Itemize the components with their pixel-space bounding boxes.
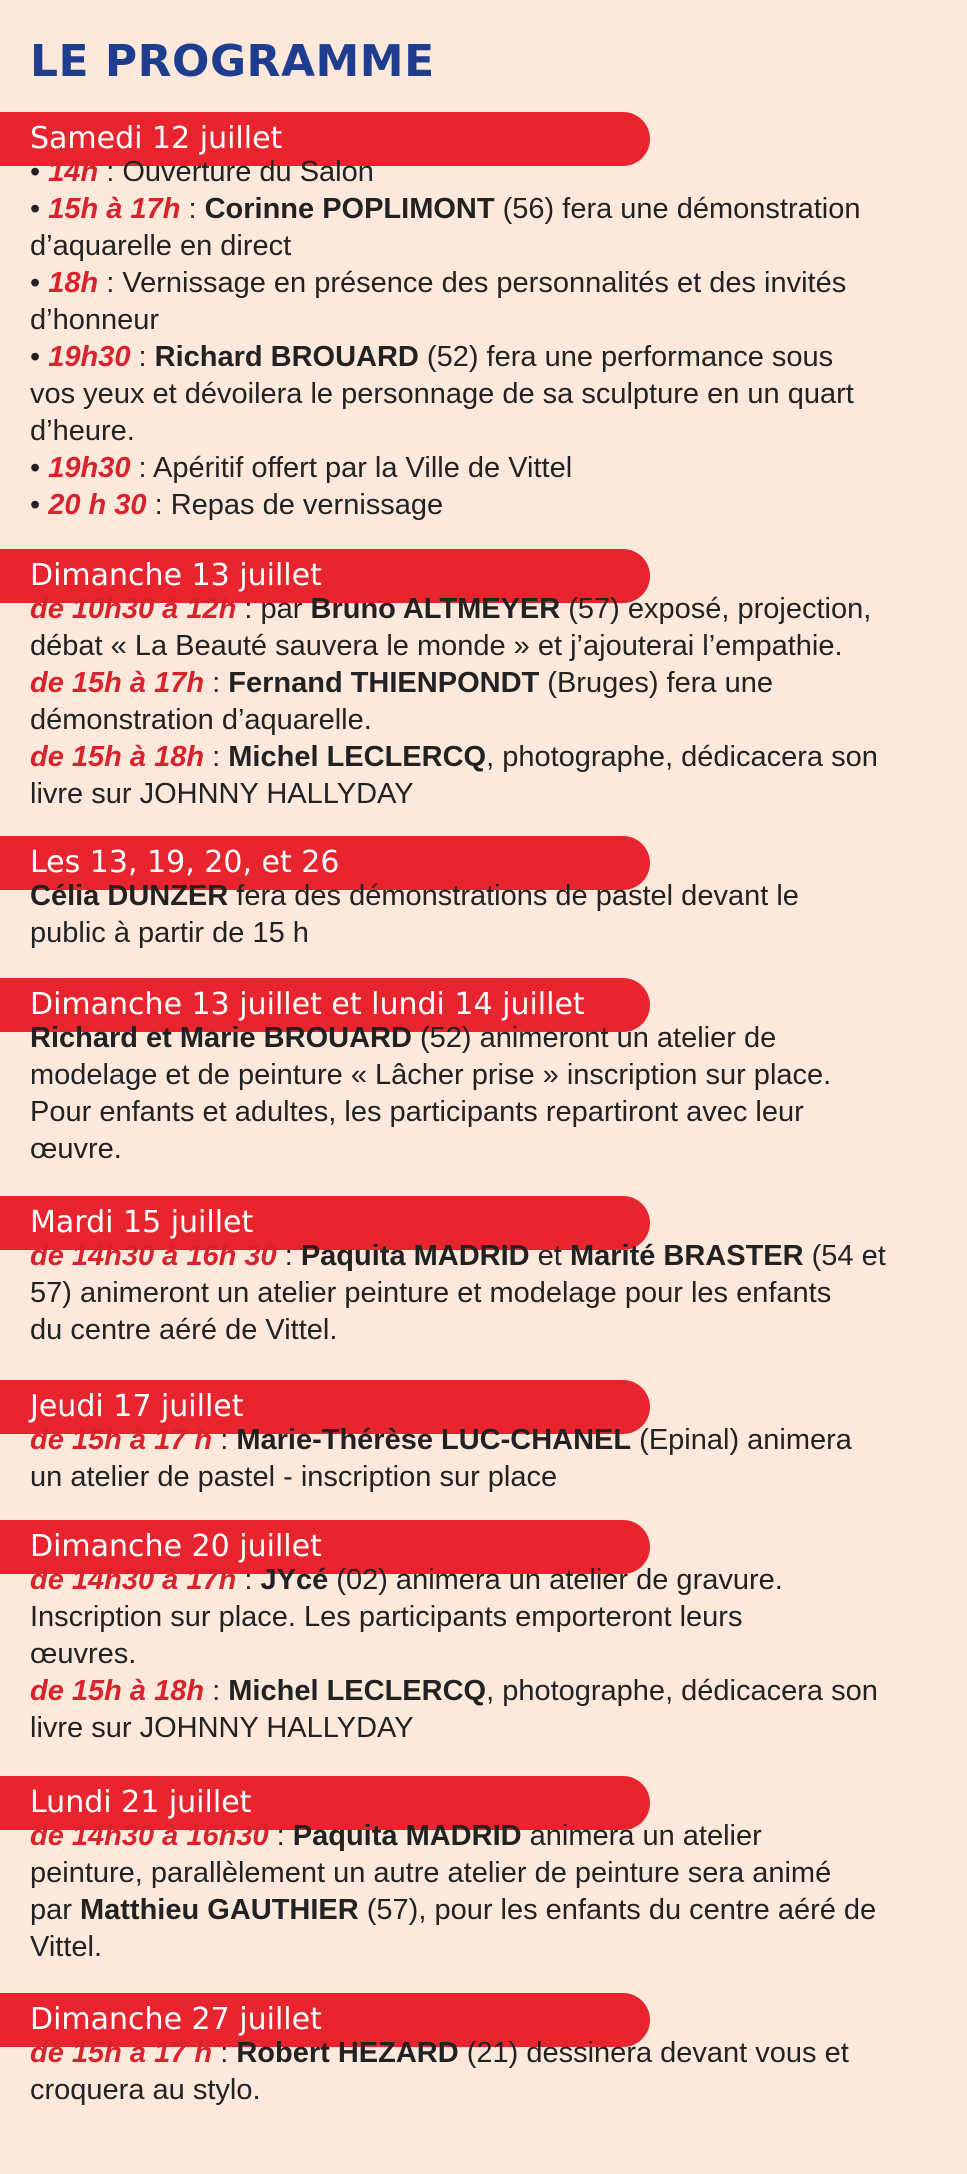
text-segment: : (204, 741, 229, 773)
text-segment: public à partir de 15 h (30, 917, 309, 949)
text-segment: fera des démonstrations de pastel devant le (228, 880, 799, 912)
time-label: de 10h30 à 12h (30, 593, 237, 625)
text-segment: : (212, 2037, 237, 2069)
program-line (30, 1710, 950, 1747)
time-label: 19h30 (48, 452, 131, 484)
program-line (30, 228, 950, 265)
text-segment: livre sur JOHNNY HALLYDAY (30, 1712, 414, 1744)
section-heading: Lundi 21 juillet (0, 1776, 650, 1830)
time-label: 20 h 30 (48, 489, 147, 521)
text-segment: Inscription sur place. Les participants emporteront leurs (30, 1601, 743, 1633)
text-segment: livre sur JOHNNY HALLYDAY (30, 778, 414, 810)
text-segment: : (204, 667, 229, 699)
text-segment: Vittel. (30, 1931, 103, 1963)
text-segment: modelage et de peinture « Lâcher prise » inscription sur place. (30, 1059, 832, 1091)
program-line (30, 1057, 950, 1094)
section-heading: Dimanche 27 juillet (0, 1993, 650, 2047)
text-segment: • (30, 267, 49, 299)
program-line (30, 450, 950, 487)
section-body (30, 591, 950, 813)
text-segment: : (268, 1820, 293, 1852)
section-heading: Samedi 12 juillet (0, 112, 650, 166)
program-line (30, 1673, 950, 1710)
section-body (30, 1422, 950, 1496)
program-line (30, 2035, 950, 2072)
program-line (30, 1422, 950, 1459)
section-heading: Dimanche 13 juillet (0, 549, 650, 603)
name-label: Corinne POPLIMONT (204, 193, 495, 225)
text-segment: (Bruges) fera une (539, 667, 773, 699)
text-segment: : (204, 1675, 229, 1707)
section-heading: Dimanche 20 juillet (0, 1520, 650, 1574)
text-segment: d’heure. (30, 415, 135, 447)
section-heading: Mardi 15 juillet (0, 1196, 650, 1250)
text-segment: : par (236, 593, 311, 625)
program-line (30, 702, 950, 739)
text-segment: : Apéritif offert par la Ville de Vittel (130, 452, 573, 484)
time-label: de 14h30 à 17h (30, 1564, 237, 1596)
program-line (30, 1599, 950, 1636)
name-label: Marité BRASTER (569, 1240, 804, 1272)
text-segment: du centre aéré de Vittel. (30, 1314, 338, 1346)
section-body (30, 1562, 950, 1747)
text-segment: un atelier de pastel - inscription sur place (30, 1461, 558, 1493)
program-line (30, 487, 950, 524)
name-label: Bruno ALTMEYER (310, 593, 561, 625)
time-label: de 14h30 à 16h 30 (30, 1240, 277, 1272)
program-line (30, 878, 950, 915)
time-label: de 15h à 17 h (30, 1424, 213, 1456)
name-label: Paquita MADRID (300, 1240, 530, 1272)
text-segment: (21) dessinera devant vous et (458, 2037, 849, 2069)
time-label: 19h30 (48, 341, 131, 373)
program-line (30, 1892, 950, 1929)
program-line (30, 154, 950, 191)
text-segment: • (30, 341, 49, 373)
text-segment: croquera au stylo. (30, 2074, 261, 2106)
section-body (30, 1238, 950, 1349)
text-segment: : (180, 193, 205, 225)
text-segment: par (30, 1894, 80, 1926)
program-line (30, 265, 950, 302)
text-segment: : Vernissage en présence des personnalités et des invités (98, 267, 847, 299)
text-segment: d’honneur (30, 304, 159, 336)
text-segment: (02) animera un atelier de gravure. (328, 1564, 783, 1596)
text-segment: et (529, 1240, 570, 1272)
time-label: de 15h à 18h (30, 741, 205, 773)
program-line (30, 191, 950, 228)
text-segment: : Repas de vernissage (146, 489, 444, 521)
program-line (30, 591, 950, 628)
section-body (30, 878, 950, 952)
program-line (30, 413, 950, 450)
program-line (30, 665, 950, 702)
name-label: JYcé (260, 1564, 329, 1596)
program-line (30, 1275, 950, 1312)
program-line (30, 776, 950, 813)
text-segment: : (212, 1424, 237, 1456)
text-segment: • (30, 193, 49, 225)
program-line (30, 739, 950, 776)
text-segment: (Epinal) animera (631, 1424, 852, 1456)
text-segment: , photographe, dédicacera son (486, 741, 878, 773)
text-segment: œuvres. (30, 1638, 137, 1670)
program-line (30, 915, 950, 952)
section-heading: Les 13, 19, 20, et 26 (0, 836, 650, 890)
name-label: Michel LECLERCQ (228, 1675, 487, 1707)
text-segment: (57) exposé, projection, (560, 593, 872, 625)
section-body (30, 154, 950, 524)
text-segment: Pour enfants et adultes, les participants repartiront avec leur (30, 1096, 804, 1128)
program-line (30, 1312, 950, 1349)
text-segment: débat « La Beauté sauvera le monde » et j’ajouterai l’empathie. (30, 630, 843, 662)
page-title: LE PROGRAMME (30, 36, 435, 87)
time-label: de 14h30 à 16h30 (30, 1820, 269, 1852)
text-segment: (52) animeront un atelier de (411, 1022, 777, 1054)
section-heading: Dimanche 13 juillet et lundi 14 juillet (0, 978, 650, 1032)
name-label: Michel LECLERCQ (228, 741, 487, 773)
program-line (30, 1562, 950, 1599)
program-line (30, 1929, 950, 1966)
text-segment: peinture, parallèlement un autre atelier de peinture sera animé (30, 1857, 832, 1889)
section-body (30, 2035, 950, 2109)
text-segment: démonstration d’aquarelle. (30, 704, 372, 736)
time-label: de 15h à 17 h (30, 2037, 213, 2069)
name-label: Célia DUNZER (30, 880, 229, 912)
name-label: Paquita MADRID (292, 1820, 522, 1852)
program-line (30, 1094, 950, 1131)
text-segment: • (30, 156, 49, 188)
text-segment: animera un atelier (521, 1820, 762, 1852)
section-heading: Jeudi 17 juillet (0, 1380, 650, 1434)
name-label: Marie-Thérèse LUC-CHANEL (236, 1424, 632, 1456)
program-line (30, 1459, 950, 1496)
name-label: Richard BROUARD (154, 341, 419, 373)
name-label: Robert HEZARD (236, 2037, 459, 2069)
text-segment: : (276, 1240, 301, 1272)
program-line (30, 1131, 950, 1168)
time-label: 14h (48, 156, 99, 188)
text-segment: (54 et (803, 1240, 886, 1272)
name-label: Richard et Marie BROUARD (30, 1022, 412, 1054)
program-line (30, 1020, 950, 1057)
program-line (30, 1238, 950, 1275)
text-segment: : Ouverture du Salon (98, 156, 374, 188)
time-label: 15h à 17h (48, 193, 181, 225)
program-line (30, 302, 950, 339)
text-segment: • (30, 489, 49, 521)
text-segment: (56) fera une démonstration (494, 193, 861, 225)
section-body (30, 1818, 950, 1966)
text-segment: œuvre. (30, 1133, 122, 1165)
text-segment: : (236, 1564, 261, 1596)
text-segment: d’aquarelle en direct (30, 230, 292, 262)
name-label: Matthieu GAUTHIER (79, 1894, 359, 1926)
text-segment: : (130, 341, 155, 373)
text-segment: 57) animeront un atelier peinture et modelage pour les enfants (30, 1277, 832, 1309)
program-line (30, 1818, 950, 1855)
time-label: de 15h à 17h (30, 667, 205, 699)
text-segment: vos yeux et dévoilera le personnage de sa sculpture en un quart (30, 378, 854, 410)
text-segment: , photographe, dédicacera son (486, 1675, 878, 1707)
program-line (30, 339, 950, 376)
name-label: Fernand THIENPONDT (228, 667, 540, 699)
program-line (30, 376, 950, 413)
time-label: de 15h à 18h (30, 1675, 205, 1707)
program-line (30, 2072, 950, 2109)
program-line (30, 1636, 950, 1673)
text-segment: (52) fera une performance sous (418, 341, 834, 373)
section-body (30, 1020, 950, 1168)
program-line (30, 1855, 950, 1892)
text-segment: (57), pour les enfants du centre aéré de (358, 1894, 877, 1926)
text-segment: • (30, 452, 49, 484)
program-line (30, 628, 950, 665)
time-label: 18h (48, 267, 99, 299)
